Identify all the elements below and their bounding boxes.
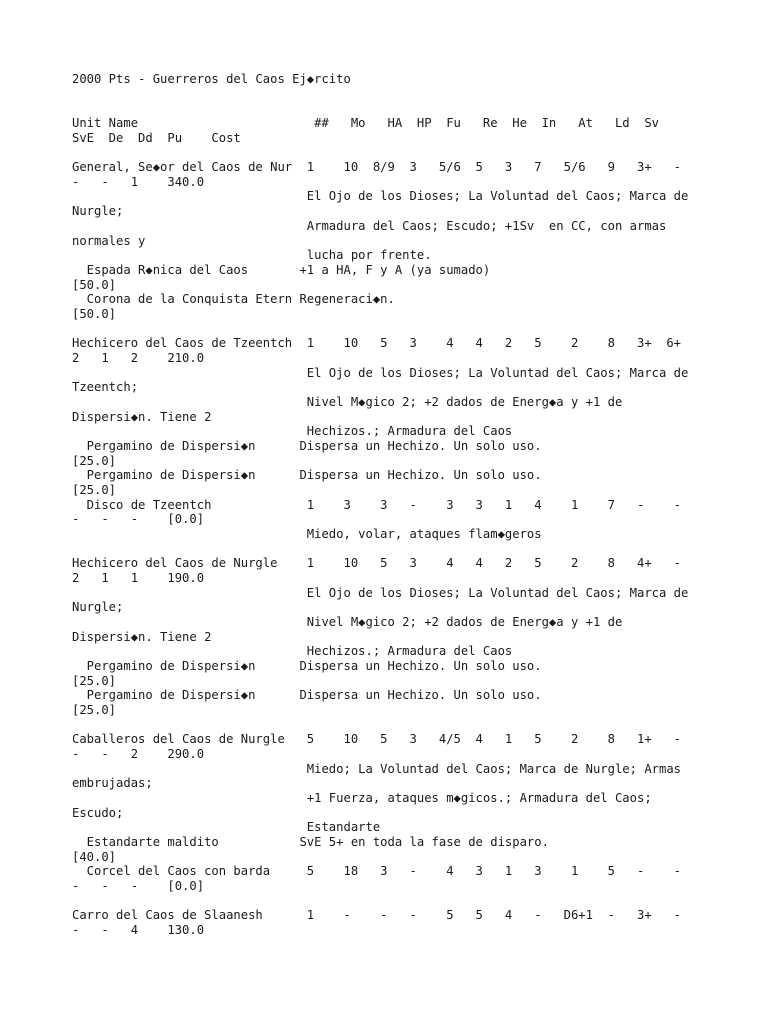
text-line: Pergamino de Dispersi◆n Dispersa un Hechizo. Un solo uso. [72,468,542,482]
text-line: [25.0] [72,483,117,497]
text-line: - - 2 290.0 [72,747,205,761]
text-line: [25.0] [72,454,117,468]
text-line: [50.0] [72,278,117,292]
text-line: +1 Fuerza, ataques m◆gicos.; Armadura del Caos; [72,791,652,805]
text-line: Hechicero del Caos de Nurgle 1 10 5 3 4 4 2 5 2 8 4+ - [72,556,682,570]
text-line: Nurgle; [72,600,124,614]
text-line: - - - [0.0] [72,879,205,893]
text-line: [40.0] [72,850,117,864]
text-line: [50.0] [72,307,117,321]
text-line: Unit Name ## Mo HA HP Fu Re He In At Ld Sv [72,116,659,130]
text-line: - - - [0.0] [72,512,205,526]
text-line: Dispersi◆n. Tiene 2 [72,410,212,424]
text-line: Caballeros del Caos de Nurgle 5 10 5 3 4/5 4 1 5 2 8 1+ - [72,732,682,746]
text-line: General, Se◆or del Caos de Nur 1 10 8/9 3 5/6 5 3 7 5/6 9 3+ - [72,160,682,174]
text-line: El Ojo de los Dioses; La Voluntad del Caos; Marca de [72,189,689,203]
text-line: - - 1 340.0 [72,175,205,189]
text-line: Hechizos.; Armadura del Caos [72,644,513,658]
text-line: Estandarte [72,820,381,834]
text-line: Nivel M◆gico 2; +2 dados de Energ◆a y +1 de [72,395,623,409]
text-line: lucha por frente. [72,248,432,262]
text-line: Escudo; [72,806,124,820]
text-line: El Ojo de los Dioses; La Voluntad del Caos; Marca de [72,586,689,600]
text-line: embrujadas; [72,776,153,790]
text-line: 2000 Pts - Guerreros del Caos Ej◆rcito [72,72,351,86]
text-line: Carro del Caos de Slaanesh 1 - - - 5 5 4 - D6+1 - 3+ - [72,908,682,922]
text-line: [25.0] [72,703,117,717]
text-line: El Ojo de los Dioses; La Voluntad del Caos; Marca de [72,366,689,380]
text-line: - - 4 130.0 [72,923,205,937]
text-line: Nivel M◆gico 2; +2 dados de Energ◆a y +1 de [72,615,623,629]
text-line: Pergamino de Dispersi◆n Dispersa un Hechizo. Un solo uso. [72,688,542,702]
text-line: [25.0] [72,674,117,688]
text-line: Corcel del Caos con barda 5 18 3 - 4 3 1 3 1 5 - - [72,864,682,878]
text-line: Armadura del Caos; Escudo; +1Sv en CC, con armas [72,219,667,233]
text-line: Estandarte maldito SvE 5+ en toda la fase de disparo. [72,835,549,849]
text-line: Hechicero del Caos de Tzeentch 1 10 5 3 4 4 2 5 2 8 3+ 6+ [72,336,682,350]
text-line: 2 1 2 210.0 [72,351,205,365]
text-line: Espada R◆nica del Caos +1 a HA, F y A (ya sumado) [72,263,491,277]
text-line: Corona de la Conquista Etern Regeneraci◆n. [72,292,395,306]
text-line: Hechizos.; Armadura del Caos [72,424,513,438]
text-line: 2 1 1 190.0 [72,571,205,585]
text-line: Disco de Tzeentch 1 3 3 - 3 3 1 4 1 7 - - [72,498,682,512]
text-line: Nurgle; [72,204,124,218]
text-line: Dispersi◆n. Tiene 2 [72,630,212,644]
text-line: normales y [72,234,146,248]
text-line: SvE De Dd Pu Cost [72,131,241,145]
text-line: Miedo; La Voluntad del Caos; Marca de Nurgle; Armas [72,762,682,776]
text-line: Tzeentch; [72,380,139,394]
text-line: Pergamino de Dispersi◆n Dispersa un Hechizo. Un solo uso. [72,659,542,673]
text-line: Pergamino de Dispersi◆n Dispersa un Hechizo. Un solo uso. [72,439,542,453]
text-line: Miedo, volar, ataques flam◆geros [72,527,542,541]
